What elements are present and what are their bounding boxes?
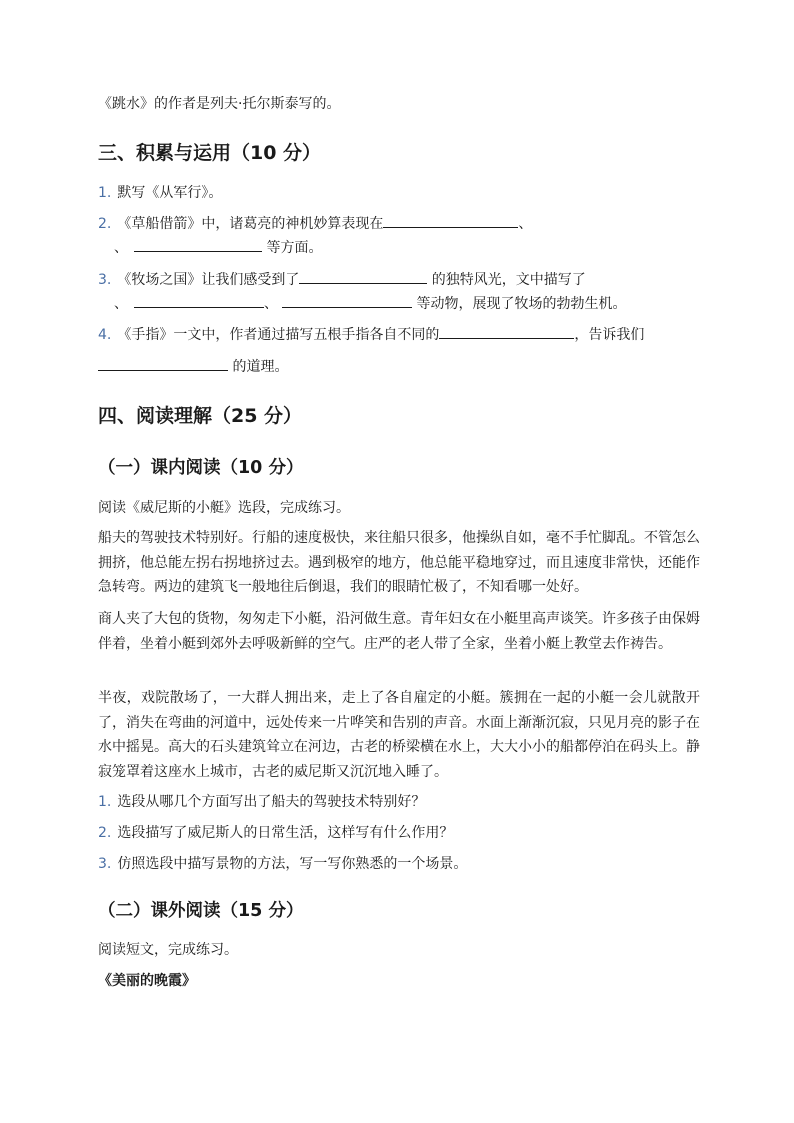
- item-text: 《手指》一文中，作者通过描写五根手指各自不同的: [117, 327, 440, 343]
- part1-question-1: [98, 790, 698, 814]
- item-text: 、: [264, 296, 278, 312]
- part1-question-3: [98, 852, 698, 876]
- item-number: 2.: [98, 216, 112, 232]
- item-text: 的独特风光，文中描写了: [427, 272, 586, 288]
- section3-heading: 三、积累与运用（10 分）: [98, 142, 322, 164]
- question-text: 仿照选段中描写景物的方法，写一写你熟悉的一个场景。: [117, 856, 468, 872]
- section3-item-3-cont: [114, 292, 626, 316]
- section3-item-3: [98, 268, 698, 292]
- answer-blank[interactable]: [134, 293, 264, 308]
- section4-heading: 四、阅读理解（25 分）: [98, 405, 303, 427]
- part1-question-2: [98, 821, 698, 845]
- section3-item-4: [98, 323, 698, 347]
- part2-instruction: 阅读短文，完成练习。: [98, 942, 238, 958]
- passage-paragraph-1: 船夫的驾驶技术特别好。行船的速度极快，来往船只很多，他操纵自如，毫不手忙脚乱。不管怎么拥挤，他总能左拐右拐地挤过去。遇到极窄的地方，他总能平稳地穿过，而且速度非常快，还能作急转弯。两边的建筑飞一般地往后倒退，我们的眼睛忙极了，不知看哪一处好。: [98, 530, 700, 595]
- section3-item-4-cont: [98, 355, 698, 379]
- question-number: 1.: [98, 794, 112, 810]
- answer-blank[interactable]: [299, 269, 427, 284]
- part1-instruction: 阅读《威尼斯的小艇》选段，完成练习。: [98, 500, 350, 516]
- item-number: 3.: [98, 272, 112, 288]
- item-text: 的道理。: [228, 359, 289, 375]
- answer-blank[interactable]: [98, 356, 228, 371]
- item-text: 《牧场之国》让我们感受到了: [117, 272, 300, 288]
- item-text: 、: [518, 216, 533, 232]
- item-number: 4.: [98, 327, 112, 343]
- question-number: 3.: [98, 856, 112, 872]
- item-number: 1.: [98, 185, 112, 201]
- part2-heading: （二）课外阅读（15 分）: [98, 901, 304, 921]
- item-text: ，告诉我们: [574, 327, 645, 343]
- answer-blank[interactable]: [383, 213, 518, 228]
- answer-blank[interactable]: [134, 237, 262, 252]
- section3-item-2-cont: [114, 236, 322, 260]
- section3-item-1: [98, 181, 698, 205]
- section3-item-2: [98, 212, 698, 236]
- article-title: 《美丽的晚霞》: [98, 973, 196, 989]
- answer-blank[interactable]: [282, 293, 412, 308]
- question-text: 选段从哪几个方面写出了船夫的驾驶技术特别好？: [117, 794, 426, 810]
- part1-heading: （一）课内阅读（10 分）: [98, 458, 304, 478]
- passage-paragraph-2: 商人夹了大包的货物，匆匆走下小艇，沿河做生意。青年妇女在小艇里高声谈笑。许多孩子由保姆伴着，坐着小艇到郊外去呼吸新鲜的空气。庄严的老人带了全家，坐着小艇上教堂去作祷告。: [98, 611, 700, 652]
- item-text: 、: [114, 240, 128, 256]
- question-number: 2.: [98, 825, 112, 841]
- item-text: 等方面。: [262, 240, 323, 256]
- item-text: 、: [114, 296, 128, 312]
- item-text: 《草船借箭》中，诸葛亮的神机妙算表现在: [117, 216, 384, 232]
- answer-blank[interactable]: [439, 324, 574, 339]
- passage-paragraph-3: 半夜，戏院散场了，一大群人拥出来，走上了各自雇定的小艇。簇拥在一起的小艇一会儿就散开了，消失在弯曲的河道中，远处传来一片哗笑和告别的声音。水面上渐渐沉寂，只见月亮的影子在水中摇晃。高大的石头建筑耸立在河边，古老的桥梁横在水上，大大小小的船都停泊在码头上。静寂笼罩着这座水上城市，古老的威尼斯又沉沉地入睡了。: [98, 690, 700, 780]
- question-text: 选段描写了威尼斯人的日常生活，这样写有什么作用？: [117, 825, 454, 841]
- intro-line: 《跳水》的作者是列夫·托尔斯泰写的。: [98, 96, 341, 112]
- item-text: 默写《从军行》。: [117, 185, 223, 201]
- item-text: 等动物，展现了牧场的勃勃生机。: [412, 296, 627, 312]
